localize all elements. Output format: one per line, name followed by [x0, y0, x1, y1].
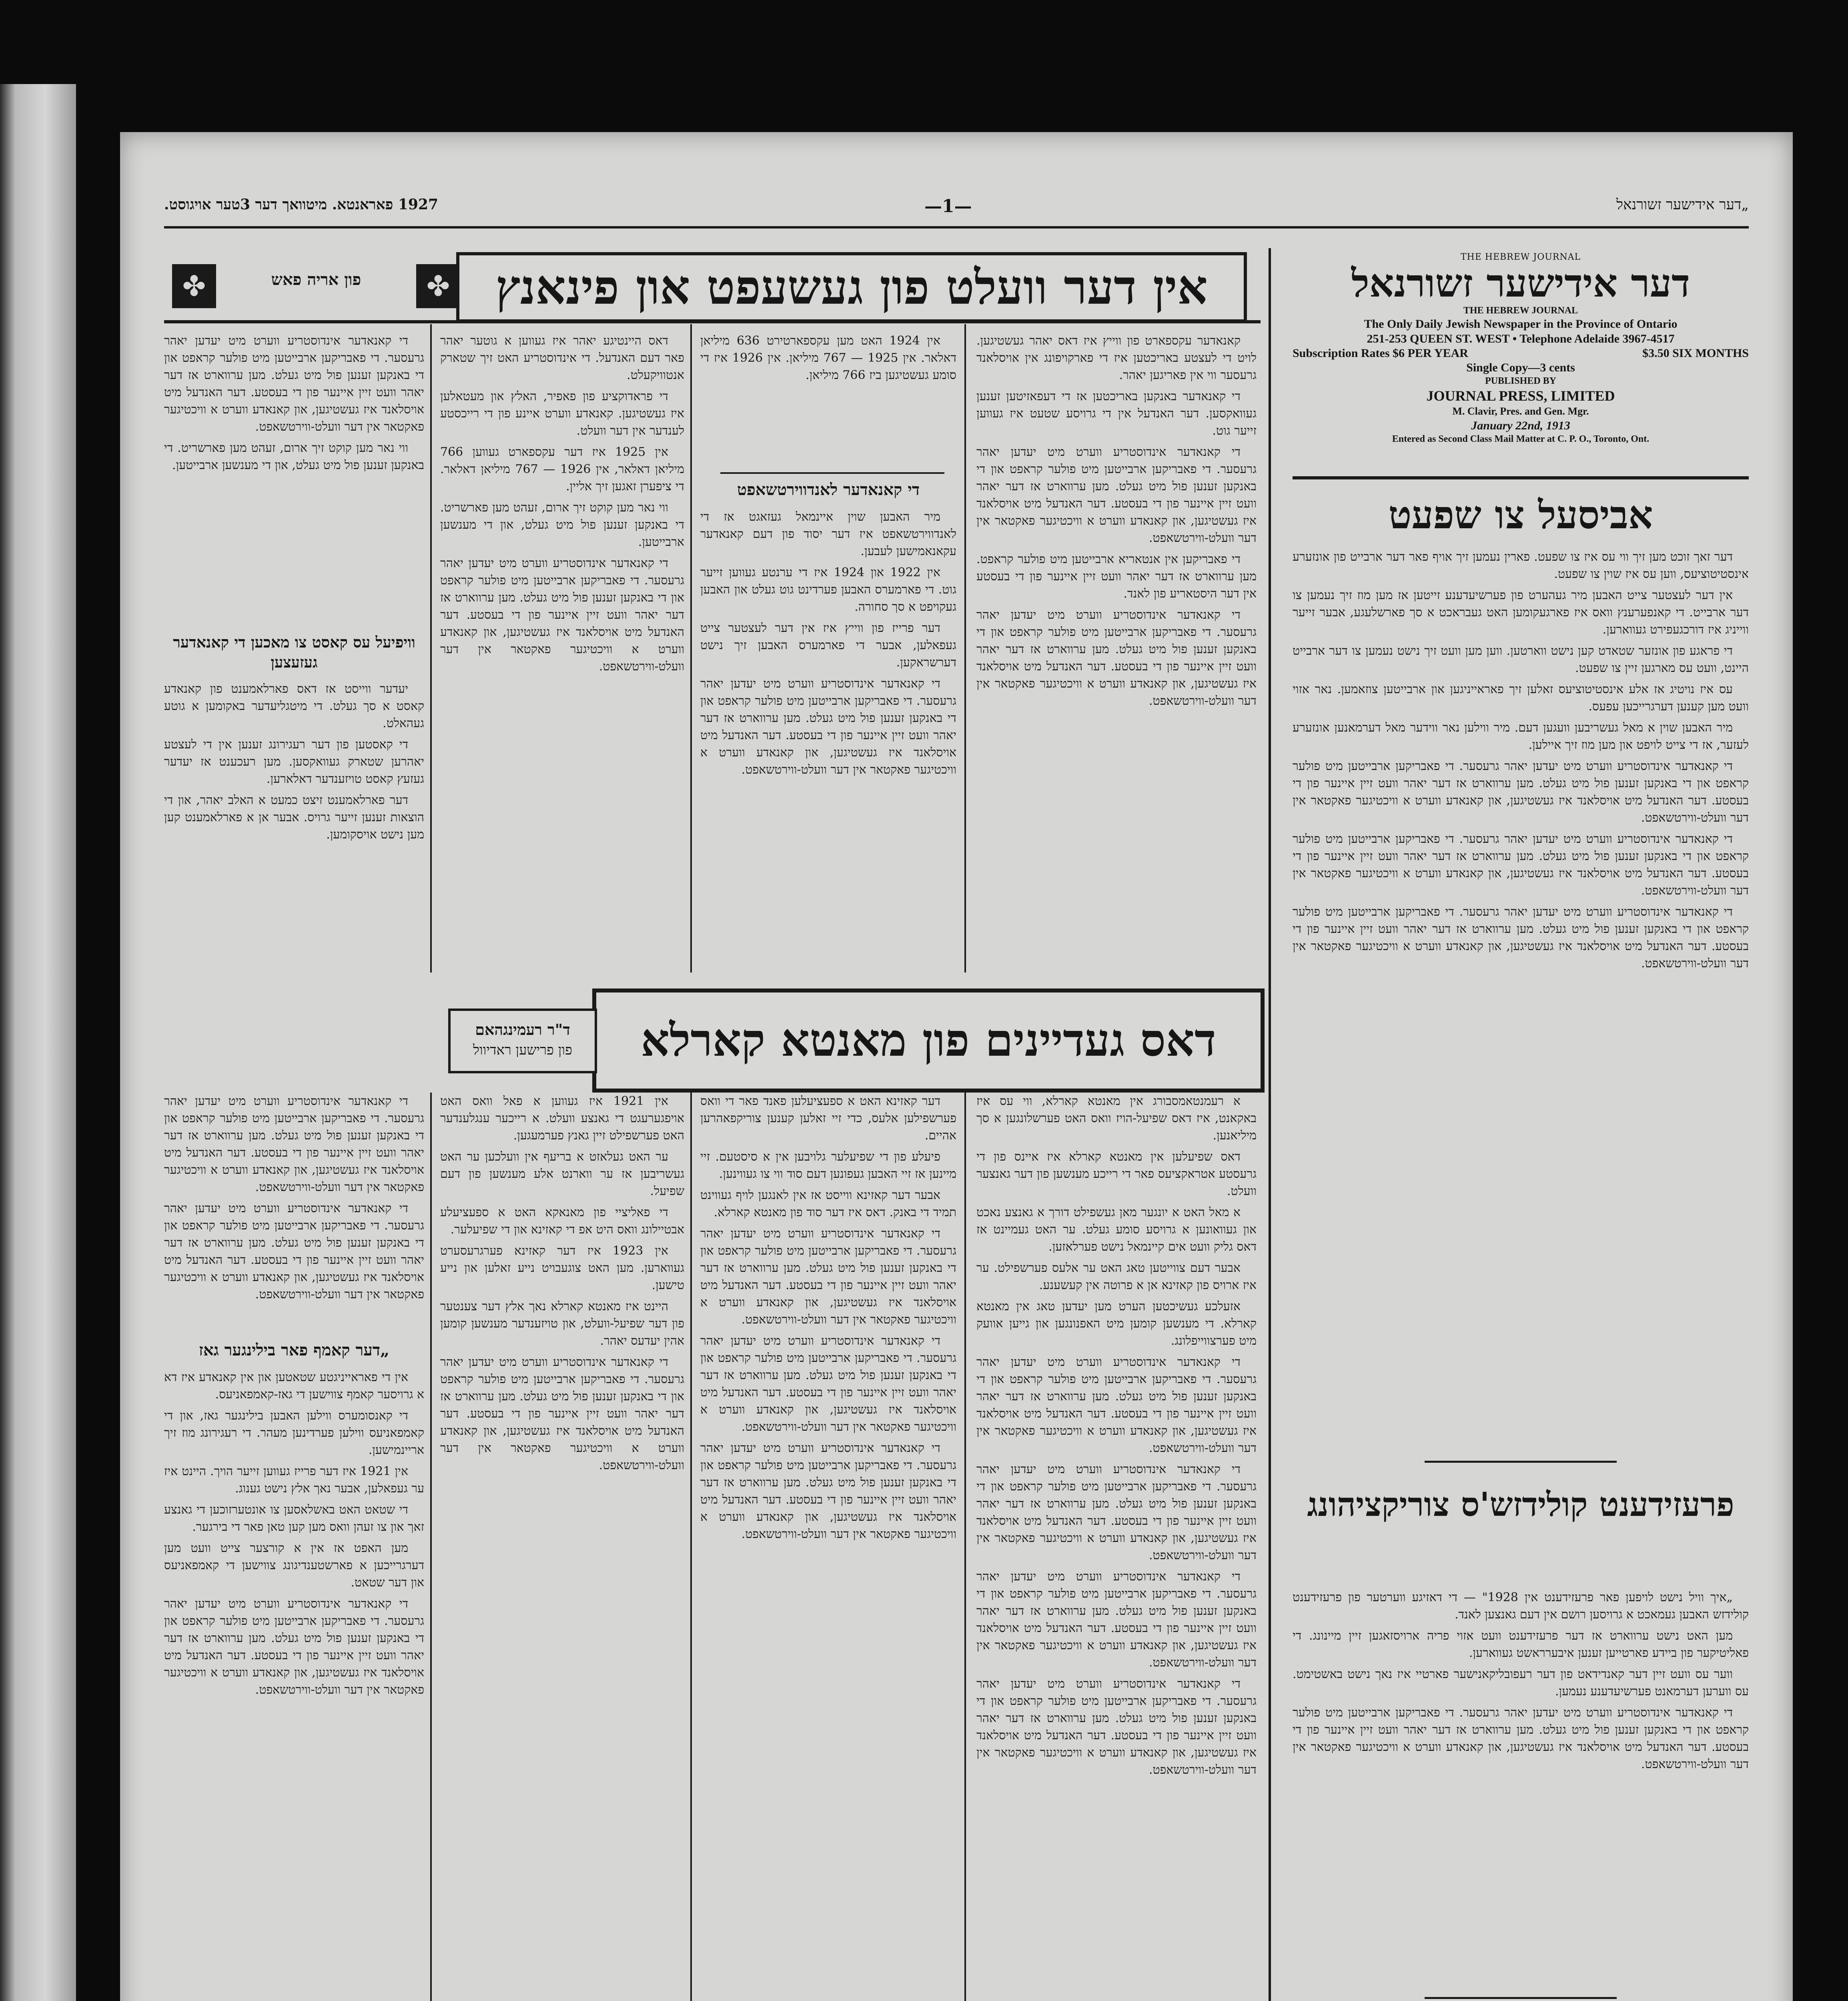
rate-yearly: Subscription Rates $6 PER YEAR — [1293, 346, 1468, 360]
paragraph: ער האט געלאזט א בריעף אין וועלכען ער האט געשריבען אז ער ווארנט אלע מענשען פון דעם שפיעל. — [440, 1150, 684, 1198]
ornament-right-icon: ✤ — [416, 264, 460, 308]
paragraph: אין 1921 איז געווען א פאל וואס האט אויפגערעגט די גאנצע וועלט. א רייכער ענגלענדער האט פערשפילט זיין גאנץ פערמעגען. — [440, 1094, 684, 1143]
paragraph: די קאנאדער אינדוסטריע ווערט מיט יעדען יאהר גרעסער. די פאבריקען ארבייטען מיט פולער קראפט און די באנקען זענען פול מיט געלט. מען ערווארט אז דער יאהר וועט זיין איינער פון די בעסטע. דער האנדעל מיט אויסלאנד איז געשטיגען, און קאנאדע ווערט א וויכטיגער פאקטאר אין דער וועלט-ווירטשאפט. — [1293, 759, 1749, 825]
folio-line — [164, 196, 1749, 224]
paragraph: מיר האבען שוין איינמאל געזאגט אז די לאנדווירטשאפט איז דער יסוד פון דעם קאנאדער עקאנאמישען לעבען. — [700, 510, 956, 558]
paragraph: דאס היינטיגע יאהר איז געווען א גוטער יאהר פאר דעם האנדעל. די אינדוסטריע האט זיך שטארק אנטוויקעלט. — [440, 334, 684, 382]
column-rule-4 — [430, 1093, 432, 2001]
left-column-continuation — [164, 1093, 424, 1333]
column-rule-2 — [690, 324, 692, 972]
parliament-cost-body — [164, 680, 424, 1081]
paragraph: די קאסטען פון דער רעגירונג זענען אין די לעצטע יאהרען שטארק געוואקסען. מען רעכענט אז יעדער געזעץ קאסט טויזענדער דאלארען. — [164, 738, 424, 786]
column-byline: פון אריה פאש — [271, 270, 361, 289]
coolidge-headline: פרעזידענט קולידזש'ס צוריקציהונג — [1307, 1486, 1734, 1524]
agriculture-rule — [720, 472, 944, 474]
feature-column-1 — [976, 1093, 1257, 2001]
paragraph: אבער דעם צווייטען טאג האט ער אלעס פערשפילט. ער איז ארויס פון קאזינא אן א פרוטה אין קעשענע. — [976, 1261, 1257, 1292]
paragraph: די קאנאדער אינדוסטריע ווערט מיט יעדען יאהר גרעסער. די פאבריקען ארבייטען מיט פולער קראפט און די באנקען זענען פול מיט געלט. מען ערווארט אז דער יאהר וועט זיין איינער פון די בעסטע. דער האנדעל מיט אויסלאנד איז געשטיגען, און קאנאדע ווערט א וויכטיגער פאקטאר אין דער וועלט-ווירטשאפט. — [700, 1334, 956, 1434]
paragraph: די קאנאדער אינדוסטריע ווערט מיט יעדען יאהר גרעסער. די פאבריקען ארבייטען מיט פולער קראפט און די באנקען זענען פול מיט געלט. מען ערווארט אז דער יאהר וועט זיין איינער פון די בעסטע. דער האנדעל מיט אויסלאנד איז געשטיגען, און קאנאדע ווערט א וויכטיגער פאקטאר אין דער וועלט-ווירטשאפט. — [700, 1227, 956, 1327]
previous-page-edge — [0, 84, 76, 2001]
paragraph: אין דער לעצטער צייט האבען מיר געהערט פון פערשיעדענע זייטען אז מען מוז זיך נעמען צו דער ארבייט. די קאנפערענץ וואס איז פארגעקומען האט געבראכט א סך פארשלעגע, אבער זייער ווייניג איז דורכגעפירט געווארען. — [1293, 588, 1749, 637]
paragraph: די קאנאדער אינדוסטריע ווערט מיט יעדען יאהר גרעסער. די פאבריקען ארבייטען מיט פולער קראפט און די באנקען זענען פול מיט געלט. מען ערווארט אז דער יאהר וועט זיין איינער פון די בעסטע. דער האנדעל מיט אויסלאנד איז געשטיגען, און קאנאדע ווערט א וויכטיגער פאקטאר אין דער וועלט-ווירטשאפט. — [164, 1094, 424, 1194]
editorial-end-rule — [1425, 1461, 1617, 1463]
rate-six-months: $3.50 SIX MONTHS — [1642, 346, 1749, 360]
paragraph: די קאנאדער אינדוסטריע ווערט מיט יעדען יאהר גרעסער. די פאבריקען ארבייטען מיט פולער קראפט און די באנקען זענען פול מיט געלט. מען ערווארט אז דער יאהר וועט זיין איינער פון די בעסטע. דער האנדעל מיט אויסלאנד איז געשטיגען, און קאנאדע ווערט א וויכטיגער פאקטאר אין דער וועלט-ווירטשאפט. — [700, 677, 956, 777]
coolidge-end-rule — [1425, 1997, 1617, 1999]
entered-as-mail: Entered as Second Class Mail Matter at C. P. O., Toronto, Ont. — [1392, 434, 1650, 445]
paragraph: די קאנאדער אינדוסטריע ווערט מיט יעדען יאהר גרעסער. די פאבריקען ארבייטען מיט פולער קראפט און די באנקען זענען פול מיט געלט. מען ערווארט אז דער יאהר וועט זיין איינער פון די בעסטע. דער האנדעל מיט אויסלאנד איז געשטיגען, און קאנאדע ווערט א וויכטיגער פאקטאר אין דער וועלט-ווירטשאפט. — [976, 1355, 1257, 1455]
paragraph: אין 1921 איז דער פרייז געווען זייער הויך. היינט איז ער געפאלען, אבער נאך אלץ נישט גענוג. — [164, 1464, 424, 1496]
column-rule-1 — [430, 324, 432, 972]
masthead-date: January 22nd, 1913 — [1471, 419, 1570, 432]
paragraph: די קאנאדער אינדוסטריע ווערט מיט יעדען יאהר גרעסער. די פאבריקען ארבייטען מיט פולער קראפט און די באנקען זענען פול מיט געלט. מען ערווארט אז דער יאהר וועט זיין איינער פון די בעסטע. דער האנדעל מיט אויסלאנד איז געשטיגען, און קאנאדע ווערט א וויכטיגער פאקטאר אין דער וועלט-ווירטשאפט. — [700, 1441, 956, 1541]
paragraph: די פראגע פון אונזער שטאדט קען נישט ווארטען. ווען מען וועט זיך נישט נעמען צו דער ארבייט היינט, וועט עס מארגען זיין צו שפעט. — [1293, 644, 1749, 675]
paragraph: יעדער ווייסט אז דאס פארלאמענט פון קאנאדע קאסט א סך געלט. די מיטגליעדער באקומען א גוטע געהאלט. — [164, 682, 424, 730]
masthead — [1293, 252, 1749, 460]
column-rule-5 — [690, 1093, 692, 2001]
paragraph: די קאנאדער אינדוסטריע ווערט מיט יעדען יאהר גרעסער. די פאבריקען ארבייטען מיט פולער קראפט און די באנקען זענען פול מיט געלט. מען ערווארט אז דער יאהר וועט זיין איינער פון די בעסטע. דער האנדעל מיט אויסלאנד איז געשטיגען, און קאנאדע ווערט א וויכטיגער פאקטאר אין דער וועלט-ווירטשאפט. — [1293, 905, 1749, 970]
paragraph: אין 1923 איז דער קאזינא פערגרעסערט געווארען. מען האט צוגעבויט נייע זאלען און נייע טישען. — [440, 1244, 684, 1292]
paragraph: אין 1922 און 1924 איז די ערנטע געווען זייער גוט. די פארמערס האבען פערדינט גוט געלט און האבען געקויפט א סך סחורה. — [700, 565, 956, 614]
masthead-tagline: The Only Daily Jewish Newspaper in the Province of Ontario — [1364, 317, 1678, 331]
masthead-rule — [1293, 476, 1749, 479]
feature-headline: דאס געדיינים פון מאנטא קארלא — [641, 1014, 1216, 1067]
paragraph: אבער דער קאזינא ווייסט אז אין לאנגען לויף געווינט תמיד די באנק. דאס איז דער סוד פון מאנטא קארלא. — [700, 1188, 956, 1219]
column-rule-3 — [964, 324, 966, 972]
folio-date: 1927 פאראנטא. מיטוואך דער 3טער אויגוסט. — [164, 196, 439, 213]
paragraph: די קאנאדער באנקען באריכטען אז די דעפאזיטען זענען געוואקסען. דער האנדעל אין די גרויסע שטעט איז געווען זייער גוט. — [976, 389, 1257, 438]
paragraph: ווער עס וועט זיין דער קאנדידאט פון דער רעפובליקאנישער פארטיי איז נאך נישט באשטימט. עס ווערען דערמאנט פערשיעדענע נעמען. — [1293, 1667, 1749, 1698]
paragraph: די קאנאדער אינדוסטריע ווערט מיט יעדען יאהר גרעסער. די פאבריקען ארבייטען מיט פולער קראפט און די באנקען זענען פול מיט געלט. מען ערווארט אז דער יאהר וועט זיין איינער פון די בעסטע. דער האנדעל מיט אויסלאנד איז געשטיגען, און קאנאדע ווערט א וויכטיגער פאקטאר אין דער וועלט-ווירטשאפט. — [1293, 832, 1749, 898]
single-copy-price: Single Copy—3 cents — [1466, 361, 1575, 374]
paragraph: די פאבריקען אין אנטאריא ארבייטען מיט פולער קראפט. מען ערווארט אז דער יאהר וועט זיין איינער פון די בעסטע אין דער היסטאריע פון לאנד. — [976, 552, 1257, 601]
publisher-name: JOURNAL PRESS, LIMITED — [1426, 388, 1615, 404]
feature-byline-author: ד"ר רעמינגהאם — [475, 1021, 570, 1039]
business-section-title: אין דער וועלט פון געשעפט און פינאנץ — [495, 259, 1208, 315]
folio-page-number: —1— — [924, 196, 972, 217]
published-by: PUBLISHED BY — [1485, 376, 1557, 387]
feature-byline-box — [448, 1009, 597, 1073]
paragraph: די שטאט האט באשלאסען צו אונטערזוכען די גאנצע זאך און צו זעהן וואס מען קען טאן פאר די בירגער. — [164, 1503, 424, 1534]
paragraph: „איך וויל נישט לויפען פאר פרעזידענט אין 1928" — די דאזיגע ווערטער פון פרעזידענט קולידזש האבען געמאכט א גרויסען רושם אין דעם גאנצען לאנד. — [1293, 1590, 1749, 1622]
paragraph: די קאנאדער אינדוסטריע ווערט מיט יעדען יאהר גרעסער. די פאבריקען ארבייטען מיט פולער קראפט און די באנקען זענען פול מיט געלט. מען ערווארט אז דער יאהר וועט זיין איינער פון די בעסטע. דער האנדעל מיט אויסלאנד איז געשטיגען, און קאנאדע ווערט א וויכטיגער פאקטאר אין דער וועלט-ווירטשאפט. — [164, 1201, 424, 1301]
business-column-a — [976, 332, 1257, 972]
paragraph: די קאנאדער אינדוסטריע ווערט מיט יעדען יאהר גרעסער. די פאבריקען ארבייטען מיט פולער קראפט און די באנקען זענען פול מיט געלט. מען ערווארט אז דער יאהר וועט זיין איינער פון די בעסטע. דער האנדעל מיט אויסלאנד איז געשטיגען, און קאנאדע ווערט א וויכטיגער פאקטאר אין דער וועלט-ווירטשאפט. — [440, 556, 684, 674]
paragraph: עס איז נויטיג אז אלע אינסטיטוציעס זאלען זיך פאראייניגען און ארבייטען צוזאמען. נאר אזוי וועט מען קענען דערגרייכען עפעס. — [1293, 682, 1749, 714]
paragraph: היינט איז מאנטא קארלא נאך אלץ דער צענטער פון דער שפיעל-וועלט, און טויזענדער מענשען קומען אהין יעדעס יאהר. — [440, 1299, 684, 1348]
masthead-rates — [1293, 347, 1749, 360]
editorial-body — [1293, 548, 1749, 1449]
folio-rule — [164, 226, 1749, 229]
business-column-b-top — [700, 332, 956, 464]
paragraph: א רעמנטאמסבורג אין מאנטא קארלא, ווי עס איז באקאנט, איז דאס שפיעל-הויז וואס האט פערשלונגען א סך מיליאנען. — [976, 1094, 1257, 1143]
banner-rule — [164, 320, 1261, 323]
masthead-english-small: THE HEBREW JOURNAL — [1460, 252, 1581, 262]
paragraph: די קאנאדער אינדוסטריע ווערט מיט יעדען יאהר גרעסער. די פאבריקען ארבייטען מיט פולער קראפט און די באנקען זענען פול מיט געלט. מען ערווארט אז דער יאהר וועט זיין איינער פון די בעסטע. דער האנדעל מיט אויסלאנד איז געשטיגען, און קאנאדע ווערט א וויכטיגער פאקטאר אין דער וועלט-ווירטשאפט. — [976, 608, 1257, 708]
paragraph: די קאנאדער אינדוסטריע ווערט מיט יעדען יאהר גרעסער. די פאבריקען ארבייטען מיט פולער קראפט און די באנקען זענען פול מיט געלט. מען ערווארט אז דער יאהר וועט זיין איינער פון די בעסטע. דער האנדעל מיט אויסלאנד איז געשטיגען, און קאנאדע ווערט א וויכטיגער פאקטאר אין דער וועלט-ווירטשאפט. — [976, 1462, 1257, 1562]
paragraph: קאנאדער עקספארט פון ווייץ איז דאס יאהר געשטיגען. לויט די לעצטע באריכטען איז די פארקויפונג אין אויסלאנד גרעסער ווי אין פאריגען יאהר. — [976, 334, 1257, 382]
paragraph: דער פארלאמענט זיצט כמעט א האלב יאהר, און די הוצאות זענען זייער גרויס. אבער אן א פארלאמענט קען מען נישט אויסקומען. — [164, 793, 424, 842]
paragraph: אזעלכע געשיכטען הערט מען יעדען טאג אין מאנטא קארלא. די מענשען קומען מיט האפנונגען און גייען אוועק מיט פערצווייפלונג. — [976, 1299, 1257, 1348]
newspaper-page — [120, 132, 1793, 2001]
agriculture-headline: די קאנאדער לאנדווירטשאפט — [737, 480, 920, 499]
paragraph: דער זאך זוכט מען זיך ווי עס איז צו שפעט. פארין נעמען זיך אויף פאר דער ארבייט פון אונזערע אינסטיטוציעס, ווען עס איז שוין צו שפעט. — [1293, 550, 1749, 581]
paragraph: די קאנאדער אינדוסטריע ווערט מיט יעדען יאהר גרעסער. די פאבריקען ארבייטען מיט פולער קראפט און די באנקען זענען פול מיט געלט. מען ערווארט אז דער יאהר וועט זיין איינער פון די בעסטע. דער האנדעל מיט אויסלאנד איז געשטיגען, און קאנאדע ווערט א וויכטיגער פאקטאר אין דער וועלט-ווירטשאפט. — [976, 1677, 1257, 1777]
paragraph: ווי נאר מען קוקט זיך ארום, זעהט מען פארשריט. די באנקען זענען פול מיט געלט, און די מענשען ארבייטען. — [440, 501, 684, 549]
paragraph: די קאנאדער אינדוסטריע ווערט מיט יעדען יאהר גרעסער. די פאבריקען ארבייטען מיט פולער קראפט און די באנקען זענען פול מיט געלט. מען ערווארט אז דער יאהר וועט זיין איינער פון די בעסטע. דער האנדעל מיט אויסלאנד איז געשטיגען, און קאנאדע ווערט א וויכטיגער פאקטאר אין דער וועלט-ווירטשאפט. — [440, 1355, 684, 1472]
paragraph: די פראדוקציע פון פאפיר, האלץ און מעטאלען איז געשטיגען. קאנאדע ווערט איינע פון די רייכסטע לענדער אין דער וועלט. — [440, 389, 684, 438]
paragraph: מען האפט אז אין א קורצער צייט וועט מען דערגרייכען א פארשטענדיגונג צווישען די קאמפאניעס און דער שטאט. — [164, 1541, 424, 1590]
paragraph: מיר האבען שוין א מאל געשריבען וועגען דעם. מיר ווילען נאר ווידער מאל דערמאנען אונזערע לעזער, אז די צייט לויפט און מען מוז זיך איילען. — [1293, 721, 1749, 752]
parliament-cost-headline: וויפיעל עס קאסט צו מאכען די קאנאדער געזעצען — [173, 633, 415, 671]
gas-headline: „דער קאמף פאר בילינגער גאז — [198, 1341, 390, 1359]
feature-column-2 — [700, 1093, 956, 2001]
masthead-english-name: THE HEBREW JOURNAL — [1463, 305, 1578, 316]
gas-body — [164, 1369, 424, 2001]
column-rule-6 — [964, 1093, 966, 2001]
business-section-banner — [456, 252, 1247, 323]
manager-line: M. Clavir, Pres. and Gen. Mgr. — [1452, 405, 1589, 417]
paragraph: די קאנאדער אינדוסטריע ווערט מיט יעדען יאהר גרעסער. די פאבריקען ארבייטען מיט פולער קראפט און די באנקען זענען פול מיט געלט. מען ערווארט אז דער יאהר וועט זיין איינער פון די בעסטע. דער האנדעל מיט אויסלאנד איז געשטיגען, און קאנאדע ווערט א וויכטיגער פאקטאר אין דער וועלט-ווירטשאפט. — [1293, 1706, 1749, 1771]
paragraph: מען האט נישט ערווארט אז דער פרעזידענט וועט אזוי פריה ארויסזאגען זיין מיינונג. די פאליטיקער פון ביידע פארטייען זענען איבערראשט געווארען. — [1293, 1629, 1749, 1660]
paragraph: די קאנאדער אינדוסטריע ווערט מיט יעדען יאהר גרעסער. די פאבריקען ארבייטען מיט פולער קראפט און די באנקען זענען פול מיט געלט. מען ערווארט אז דער יאהר וועט זיין איינער פון די בעסטע. דער האנדעל מיט אויסלאנד איז געשטיגען, און קאנאדע ווערט א וויכטיגער פאקטאר אין דער וועלט-ווירטשאפט. — [164, 1597, 424, 1697]
business-column-b — [700, 508, 956, 972]
masthead-address: 251-253 QUEEN ST. WEST • Telephone Adelaide 3967-4517 — [1367, 332, 1675, 346]
folio-paper-name: „דער אידישער זשורנאל — [1616, 196, 1749, 213]
coolidge-body — [1293, 1589, 1749, 1989]
masthead-title: דער אידישער זשורנאל — [1351, 261, 1690, 306]
paragraph: די פאליציי פון מאנאקא האט א ספעציעלע אבטיילונג וואס היט אפ די קאזינא און די שפיעלער. — [440, 1205, 684, 1237]
paragraph: דער קאזינא האט א ספעציעלען פאנד פאר די וואס פערשפילען אלעס, כדי זיי זאלען קענען צוריקפאהרען אהיים. — [700, 1094, 956, 1143]
paragraph: פיעלע פון די שפיעלער גלויבען אין א סיסטעם. זיי מיינען אז זיי האבען געפונען דעם סוד ווי צו געווינען. — [700, 1150, 956, 1181]
column-rule-editorial — [1269, 248, 1271, 2001]
paragraph: אין 1925 איז דער עקספארט געווען 766 מיליאן דאלאר, אין 1926 — 767 מיליאן דאלאר. די ציפערן זאגען זיך אליין. — [440, 445, 684, 493]
paragraph: אין די פאראייניגטע שטאטען און אין קאנאדע איז דא א גרויסער קאמף צווישען די גאז-קאמפאניעס. — [164, 1370, 424, 1402]
business-column-d-top — [164, 332, 424, 620]
paragraph: די קאנאדער אינדוסטריע ווערט מיט יעדען יאהר גרעסער. די פאבריקען ארבייטען מיט פולער קראפט און די באנקען זענען פול מיט געלט. מען ערווארט אז דער יאהר וועט זיין איינער פון די בעסטע. דער האנדעל מיט אויסלאנד איז געשטיגען, און קאנאדע ווערט א וויכטיגער פאקטאר אין דער וועלט-ווירטשאפט. — [976, 445, 1257, 545]
paragraph: דער פרייז פון ווייץ איז אין דער לעצטער צייט געפאלען, אבער די פארמערס האבען זיך נישט דערשראקען. — [700, 621, 956, 670]
paragraph: די קאנאדער אינדוסטריע ווערט מיט יעדען יאהר גרעסער. די פאבריקען ארבייטען מיט פולער קראפט און די באנקען זענען פול מיט געלט. מען ערווארט אז דער יאהר וועט זיין איינער פון די בעסטע. דער האנדעל מיט אויסלאנד איז געשטיגען, און קאנאדע ווערט א וויכטיגער פאקטאר אין דער וועלט-ווירטשאפט. — [164, 334, 424, 434]
ornament-left-icon: ✤ — [172, 264, 216, 308]
paragraph: ווי נאר מען קוקט זיך ארום, זעהט מען פארשריט. די באנקען זענען פול מיט געלט, און די מענשען ארבייטען. — [164, 441, 424, 472]
feature-byline-source: פון פרישען ראדיוול — [473, 1042, 572, 1058]
paragraph: די קאנסומערס ווילען האבען בילינגער גאז, און די קאמפאניעס ווילען פערדינען מעהר. די רעגירונג מוז זיך אריינמישען. — [164, 1409, 424, 1457]
paragraph: די קאנאדער אינדוסטריע ווערט מיט יעדען יאהר גרעסער. די פאבריקען ארבייטען מיט פולער קראפט און די באנקען זענען פול מיט געלט. מען ערווארט אז דער יאהר וועט זיין איינער פון די בעסטע. דער האנדעל מיט אויסלאנד איז געשטיגען, און קאנאדע ווערט א וויכטיגער פאקטאר אין דער וועלט-ווירטשאפט. — [976, 1570, 1257, 1670]
paragraph: דאס שפיעלען אין מאנטא קארלא איז איינס פון די גרעסטע אטראקציעס פאר די רייכע מענשען פון דער גאנצער וועלט. — [976, 1150, 1257, 1198]
paragraph: אין 1924 האט מען עקספארטירט 636 מיליאן דאלאר. אין 1925 — 767 מיליאן. אין 1926 איז די סומע געשטיגען ביז 766 מיליאן. — [700, 334, 956, 382]
business-column-c — [440, 332, 684, 972]
editorial-headline: אביסעל צו שפעט — [1388, 492, 1653, 537]
feature-banner — [592, 988, 1265, 1093]
feature-column-3 — [440, 1093, 684, 2001]
paragraph: א מאל האט א יונגער מאן געשפילט דורך א גאנצע נאכט און געוואונען א גרויסע סומע געלט. ער האט געמיינט אז דאס גליק וועט אים קיינמאל נישט פערלאזען. — [976, 1205, 1257, 1254]
